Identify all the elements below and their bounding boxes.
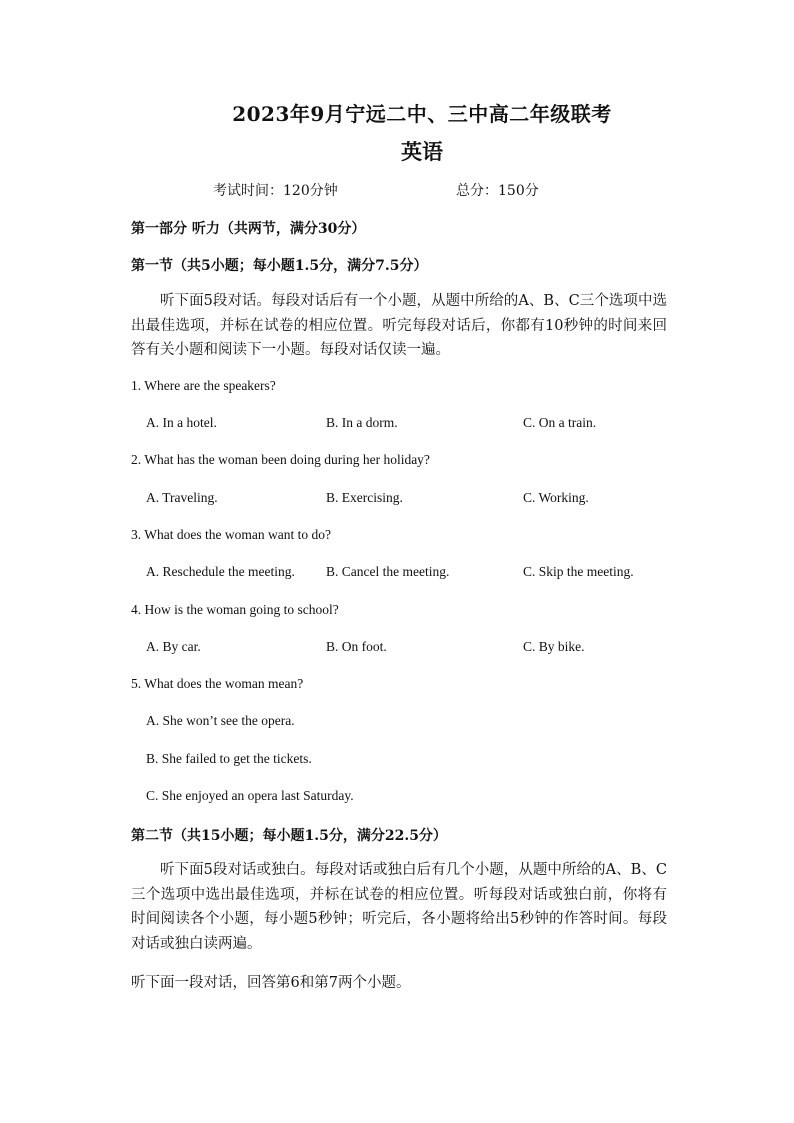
total-score: 总分：150分 — [456, 183, 539, 199]
exam-title: 2023年9月宁远二中、三中高二年级联考 — [232, 102, 612, 126]
question-2-stem: 2. What has the woman been doing during her holiday? — [131, 452, 430, 467]
question-2-option-a: A. Traveling. — [146, 490, 218, 505]
subject-title: 英语 — [401, 139, 443, 164]
exam-time: 考试时间：120分钟 — [213, 183, 338, 199]
question-4-stem: 4. How is the woman going to school? — [131, 602, 339, 617]
section1-heading: 第一节（共5小题；每小题1.5分，满分7.5分） — [131, 258, 428, 274]
question-3-option-a: A. Reschedule the meeting. — [146, 564, 295, 579]
question-1-option-b: B. In a dorm. — [326, 415, 398, 430]
question-5-option-c: C. She enjoyed an opera last Saturday. — [146, 788, 354, 803]
question-2-option-c: C. Working. — [523, 490, 589, 505]
dialogue-prompt: 听下面一段对话，回答第6和第7两个小题。 — [131, 975, 411, 991]
question-1-option-c: C. On a train. — [523, 415, 597, 430]
question-3-option-b: B. Cancel the meeting. — [326, 564, 450, 579]
section1-instructions: 听下面5段对话。每段对话后有一个小题，从题中所给的A、B、C三个选项中选出最佳选项，并标在试卷的相应位置。听完每段对话后，你都有10秒钟的时间来回答有关小题和阅读下一小题。每段对话仅读一遍。 — [131, 293, 667, 358]
question-4-option-a: A. By car. — [146, 639, 201, 654]
question-1-option-a: A. In a hotel. — [146, 415, 217, 430]
section2-instructions: 听下面5段对话或独白。每段对话或独白后有几个小题，从题中所给的A、B、C三个选项中选出最佳选项，并标在试卷的相应位置。听每段对话或独白前，你将有时间阅读各个小题，每小题5秒钟；听完后，各小题将给出5秒钟的作答时间。每段对话或独白读两遍。 — [131, 862, 667, 952]
question-4-option-c: C. By bike. — [523, 639, 585, 654]
part1-heading: 第一部分 听力（共两节，满分30分） — [131, 221, 366, 237]
section2-heading: 第二节（共15小题；每小题1.5分，满分22.5分） — [131, 828, 447, 844]
question-3-stem: 3. What does the woman want to do? — [131, 527, 331, 542]
question-4-option-b: B. On foot. — [326, 639, 387, 654]
question-5-option-a: A. She won’t see the opera. — [146, 713, 295, 728]
question-5-stem: 5. What does the woman mean? — [131, 676, 304, 691]
question-3-option-c: C. Skip the meeting. — [523, 564, 634, 579]
question-1-stem: 1. Where are the speakers? — [131, 378, 276, 393]
question-5-option-b: B. She failed to get the tickets. — [146, 751, 312, 766]
question-2-option-b: B. Exercising. — [326, 490, 403, 505]
